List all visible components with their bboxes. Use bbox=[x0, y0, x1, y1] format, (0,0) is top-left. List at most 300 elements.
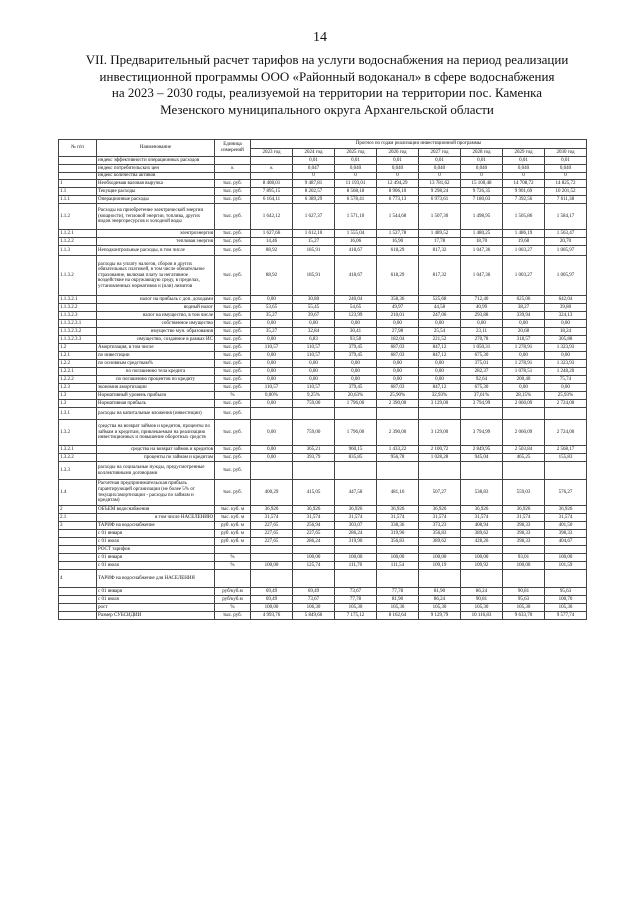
row-value: 7 895,15 bbox=[251, 188, 293, 196]
table-row bbox=[59, 538, 587, 546]
row-value: 155,83 bbox=[545, 454, 587, 462]
row-value: 847,12 bbox=[419, 352, 461, 360]
row-value bbox=[419, 546, 461, 554]
table-row bbox=[59, 400, 587, 408]
row-unit: к bbox=[215, 165, 251, 173]
row-value: 2 390,00 bbox=[377, 400, 419, 408]
row-value: 0,00 bbox=[251, 400, 293, 408]
row-unit bbox=[215, 157, 251, 165]
row-name: расходы на социальные нужды, предусмотренные коллективными договорами bbox=[97, 462, 215, 480]
row-value: 110,57 bbox=[293, 352, 335, 360]
row-name: ОБЪЕМ водоснабжения bbox=[97, 506, 215, 514]
row-value: 0,00 bbox=[251, 352, 293, 360]
row-value: 14,46 bbox=[251, 238, 293, 246]
row-value: 31,574 bbox=[419, 514, 461, 522]
row-value: 20,63% bbox=[335, 392, 377, 400]
row-value bbox=[293, 408, 335, 420]
row-value bbox=[377, 570, 419, 588]
row-value: 0,01 bbox=[293, 157, 335, 165]
row-unit: тыс. руб. bbox=[215, 204, 251, 230]
row-value: 93,58 bbox=[335, 336, 377, 344]
row-value: 36,926 bbox=[377, 506, 419, 514]
row-value: 54,65 bbox=[335, 304, 377, 312]
row-value: 2 849,95 bbox=[461, 446, 503, 454]
row-value: 379,45 bbox=[335, 344, 377, 352]
row-value: 398,33 bbox=[545, 530, 587, 538]
row-value: 1 003,27 bbox=[503, 256, 545, 296]
row-value: 90,81 bbox=[503, 588, 545, 596]
row-value: 507,27 bbox=[419, 480, 461, 506]
row-value: 36,926 bbox=[503, 506, 545, 514]
row-name: Текущие расходы bbox=[97, 188, 215, 196]
row-value: 379,45 bbox=[335, 352, 377, 360]
row-name: по основным средствам% bbox=[97, 360, 215, 368]
row-value: 256,94 bbox=[293, 522, 335, 530]
row-value: 0,00 bbox=[293, 360, 335, 368]
table-row bbox=[59, 238, 587, 246]
row-value: 0,00 bbox=[293, 368, 335, 376]
row-value: 3 794,99 bbox=[461, 420, 503, 446]
row-unit: тыс. руб. bbox=[215, 420, 251, 446]
row-name: имущество мун. образования bbox=[97, 328, 215, 336]
row-value: 0,00 bbox=[251, 376, 293, 384]
row-value: 0,00% bbox=[251, 392, 293, 400]
row-value: 77,78 bbox=[377, 588, 419, 596]
row-value: 0,00 bbox=[251, 446, 293, 454]
row-value: 293,88 bbox=[461, 312, 503, 320]
row-value: 100,00 bbox=[251, 562, 293, 570]
table-row bbox=[59, 180, 587, 188]
row-unit: тыс. руб. bbox=[215, 360, 251, 368]
row-value: 675,30 bbox=[461, 384, 503, 392]
row-value: 324,13 bbox=[545, 312, 587, 320]
row-value: 3 794,99 bbox=[461, 400, 503, 408]
row-value: 105,30 bbox=[545, 604, 587, 612]
row-value: 0,01 bbox=[419, 157, 461, 165]
table-row bbox=[59, 562, 587, 570]
row-number: 1.1.3.2 bbox=[59, 256, 97, 296]
row-value: 415,05 bbox=[293, 480, 335, 506]
row-value bbox=[503, 570, 545, 588]
row-value: 0,00 bbox=[335, 368, 377, 376]
row-value bbox=[503, 462, 545, 480]
row-value: 109,19 bbox=[419, 562, 461, 570]
row-number: 1.3.2.2 bbox=[59, 454, 97, 462]
row-value: 0,00 bbox=[293, 376, 335, 384]
row-value: 3 129,00 bbox=[419, 400, 461, 408]
row-value: 618,29 bbox=[377, 246, 419, 256]
row-value: 9 487,81 bbox=[293, 180, 335, 188]
page-number: 14 bbox=[313, 30, 327, 45]
row-value: 0,00 bbox=[419, 368, 461, 376]
table-row bbox=[59, 157, 587, 165]
row-value: 111,54 bbox=[377, 562, 419, 570]
row-value: 12 494,29 bbox=[377, 180, 419, 188]
row-number: 1.1.3.2.3 bbox=[59, 312, 97, 320]
table-row bbox=[59, 352, 587, 360]
row-value: 39,80 bbox=[545, 304, 587, 312]
row-value: 618,29 bbox=[377, 256, 419, 296]
table-row bbox=[59, 328, 587, 336]
row-value bbox=[293, 570, 335, 588]
row-value: 75,74 bbox=[545, 376, 587, 384]
row-value: 125,74 bbox=[293, 562, 335, 570]
row-value: 0 bbox=[335, 173, 377, 180]
row-value: 7 175,12 bbox=[335, 612, 377, 620]
row-value: 8 906,10 bbox=[377, 188, 419, 196]
row-number: 1.1.2.2 bbox=[59, 238, 97, 246]
row-value: 1 433,22 bbox=[377, 446, 419, 454]
row-value: 2 060,09 bbox=[503, 400, 545, 408]
row-number: 1.3 bbox=[59, 400, 97, 408]
row-value: 1 584,17 bbox=[545, 204, 587, 230]
row-value: 956,78 bbox=[377, 454, 419, 462]
row-unit: тыс. руб. bbox=[215, 376, 251, 384]
row-value: 37,61% bbox=[461, 392, 503, 400]
row-value: 100,00 bbox=[461, 554, 503, 562]
row-value: 0,01 bbox=[335, 157, 377, 165]
row-value: 30,80 bbox=[293, 296, 335, 304]
row-value: 481,16 bbox=[377, 480, 419, 506]
row-value: 182,04 bbox=[377, 336, 419, 344]
row-unit: руб. куб. м bbox=[215, 538, 251, 546]
row-unit: тыс. руб. bbox=[215, 368, 251, 376]
row-name: индекс количества активов bbox=[97, 173, 215, 180]
row-name: индекс эффективности операционных расходов bbox=[97, 157, 215, 165]
row-value: 465,25 bbox=[503, 454, 545, 462]
row-value: 418,67 bbox=[335, 256, 377, 296]
row-value: 1 047,36 bbox=[461, 256, 503, 296]
row-name: собственное имущество bbox=[97, 320, 215, 328]
row-value bbox=[377, 408, 419, 420]
row-number: 1.1 bbox=[59, 188, 97, 196]
row-value: 408,94 bbox=[461, 522, 503, 530]
row-value: 7 180,03 bbox=[461, 196, 503, 204]
row-unit: тыс. руб. bbox=[215, 480, 251, 506]
table-row bbox=[59, 454, 587, 462]
table-row bbox=[59, 230, 587, 238]
row-value: 69,49 bbox=[251, 596, 293, 604]
row-value: 1 627,37 bbox=[293, 204, 335, 230]
row-value: 0 bbox=[545, 173, 587, 180]
row-value: 2 503,84 bbox=[503, 446, 545, 454]
row-value: 817,32 bbox=[419, 246, 461, 256]
row-name: экономия амортизации bbox=[97, 384, 215, 392]
row-value bbox=[335, 546, 377, 554]
row-value: 393,79 bbox=[293, 454, 335, 462]
row-value: 398,33 bbox=[503, 530, 545, 538]
row-value: 39,67 bbox=[293, 312, 335, 320]
row-value: 0,00 bbox=[545, 352, 587, 360]
table-row bbox=[59, 596, 587, 604]
row-value: 0 bbox=[293, 173, 335, 180]
row-value: 835,85 bbox=[335, 454, 377, 462]
table-row bbox=[59, 256, 587, 296]
row-value: 0,040 bbox=[461, 165, 503, 173]
row-name: с 01 июля bbox=[97, 562, 215, 570]
row-number bbox=[59, 562, 97, 570]
title-line: VII. Предварительный расчет тарифов на услуги водоснабжения на период реализации bbox=[85, 52, 569, 67]
table-row bbox=[59, 446, 587, 454]
row-value: 2 568,17 bbox=[545, 446, 587, 454]
table-row bbox=[59, 336, 587, 344]
table-row bbox=[59, 420, 587, 446]
row-value bbox=[335, 408, 377, 420]
row-value: 32,93% bbox=[419, 392, 461, 400]
row-value: 10 201,52 bbox=[545, 188, 587, 196]
row-value: 36,926 bbox=[461, 506, 503, 514]
row-value: 6 973,61 bbox=[419, 196, 461, 204]
row-unit: тыс. руб. bbox=[215, 230, 251, 238]
row-value: 0,00 bbox=[377, 368, 419, 376]
row-unit: тыс. руб. bbox=[215, 320, 251, 328]
row-value: 88,92 bbox=[251, 246, 293, 256]
row-value: 1 005,97 bbox=[545, 246, 587, 256]
row-unit: тыс. руб. bbox=[215, 454, 251, 462]
row-value: 53,65 bbox=[251, 304, 293, 312]
row-value: 73,67 bbox=[293, 596, 335, 604]
row-name: Нормативная прибыль bbox=[97, 400, 215, 408]
row-number: 1.1.3.2.3.1 bbox=[59, 320, 97, 328]
row-value: 398,33 bbox=[503, 522, 545, 530]
table-row bbox=[59, 304, 587, 312]
row-name: средства на возврат займов и кредитов bbox=[97, 446, 215, 454]
table-row bbox=[59, 546, 587, 554]
row-value: 0,00 bbox=[335, 360, 377, 368]
row-value: 0,00 bbox=[251, 420, 293, 446]
row-name: Размер СУБСИДИИ bbox=[97, 612, 215, 620]
row-value: 759,00 bbox=[293, 400, 335, 408]
row-value: 185,91 bbox=[293, 256, 335, 296]
row-number bbox=[59, 165, 97, 173]
row-number: 1.3.2.1 bbox=[59, 446, 97, 454]
row-value: 1 505,86 bbox=[503, 204, 545, 230]
row-value: 270,78 bbox=[461, 336, 503, 344]
row-value bbox=[545, 462, 587, 480]
row-value bbox=[377, 546, 419, 554]
row-value bbox=[545, 408, 587, 420]
row-value: 1 563,47 bbox=[545, 230, 587, 238]
row-value: 0,01 bbox=[545, 157, 587, 165]
row-value: 687,03 bbox=[377, 344, 419, 352]
row-value: 2 060,09 bbox=[503, 420, 545, 446]
row-value: 319,90 bbox=[335, 538, 377, 546]
table-row bbox=[59, 384, 587, 392]
table-row bbox=[59, 344, 587, 352]
row-value: 40,99 bbox=[461, 304, 503, 312]
row-unit: тыс. руб. bbox=[215, 446, 251, 454]
row-name: налог на имущество, в том числе bbox=[97, 312, 215, 320]
row-value: 100,70 bbox=[545, 596, 587, 604]
table-row bbox=[59, 588, 587, 596]
row-value: 0,00 bbox=[419, 376, 461, 384]
row-value: 4 993,76 bbox=[251, 612, 293, 620]
row-number bbox=[59, 596, 97, 604]
row-value: 30,41 bbox=[335, 328, 377, 336]
table-row bbox=[59, 480, 587, 506]
row-value: 227,65 bbox=[251, 530, 293, 538]
table-row bbox=[59, 462, 587, 480]
table-row bbox=[59, 506, 587, 514]
row-value: 389,62 bbox=[419, 538, 461, 546]
row-name: тепловая энергия bbox=[97, 238, 215, 246]
row-value: 5 849,66 bbox=[293, 612, 335, 620]
row-value: 0,00 bbox=[545, 320, 587, 328]
row-unit: тыс. руб. bbox=[215, 188, 251, 196]
row-value: 105,30 bbox=[377, 604, 419, 612]
row-number: 1.1.3.2.2 bbox=[59, 304, 97, 312]
row-value: 7 392,56 bbox=[503, 196, 545, 204]
row-number: 1.4 bbox=[59, 480, 97, 506]
row-unit: % bbox=[215, 604, 251, 612]
row-unit bbox=[215, 570, 251, 588]
row-value bbox=[461, 546, 503, 554]
row-value: 1 527,78 bbox=[377, 230, 419, 238]
row-value: 90,81 bbox=[461, 596, 503, 604]
row-number: 1.1.2 bbox=[59, 204, 97, 230]
row-value bbox=[251, 570, 293, 588]
row-unit: тыс. руб. bbox=[215, 180, 251, 188]
row-value: 712,40 bbox=[461, 296, 503, 304]
table-row bbox=[59, 408, 587, 420]
table-row bbox=[59, 173, 587, 180]
row-value: 0,040 bbox=[335, 165, 377, 173]
table-row bbox=[59, 604, 587, 612]
row-value bbox=[335, 570, 377, 588]
table-row bbox=[59, 296, 587, 304]
row-value: 847,12 bbox=[419, 384, 461, 392]
row-value: 105,30 bbox=[503, 604, 545, 612]
row-value: 0,00 bbox=[545, 384, 587, 392]
row-value: 1 047,36 bbox=[461, 246, 503, 256]
row-value: 1 248,20 bbox=[545, 368, 587, 376]
row-value bbox=[461, 570, 503, 588]
row-value: 0,01 bbox=[503, 157, 545, 165]
row-value: 525,68 bbox=[419, 296, 461, 304]
row-value: 428,26 bbox=[461, 538, 503, 546]
row-value: 18,70 bbox=[461, 238, 503, 246]
row-value bbox=[251, 157, 293, 165]
row-value: 400,29 bbox=[251, 480, 293, 506]
row-unit bbox=[215, 546, 251, 554]
row-value: 36,926 bbox=[545, 506, 587, 514]
row-value: 8 568,18 bbox=[335, 188, 377, 196]
row-value: 339,94 bbox=[503, 312, 545, 320]
row-value: 1 498,95 bbox=[461, 204, 503, 230]
row-value: 110,57 bbox=[251, 384, 293, 392]
row-value: 559,03 bbox=[503, 480, 545, 506]
table-row bbox=[59, 320, 587, 328]
row-value: 100,00 bbox=[503, 562, 545, 570]
row-value: 9 577,74 bbox=[545, 612, 587, 620]
row-name: средства на возврат займов и кредитов, проценты по займам и кредитам, привлекаемым на реализацию инвестиционных и повышение оборотных средств bbox=[97, 420, 215, 446]
row-value: 31,574 bbox=[545, 514, 587, 522]
row-value: 77,78 bbox=[335, 596, 377, 604]
row-value: 1 796,00 bbox=[335, 400, 377, 408]
row-unit: руб/куб.м bbox=[215, 596, 251, 604]
row-unit: тыс. руб. bbox=[215, 296, 251, 304]
row-value: 3 129,00 bbox=[419, 420, 461, 446]
row-number bbox=[59, 604, 97, 612]
row-name: в том числе НАСЕЛЕНИЮ bbox=[97, 514, 215, 522]
row-name: ТАРИФ на водоснабжение bbox=[97, 522, 215, 530]
row-value: 16,06 bbox=[335, 238, 377, 246]
row-value: к bbox=[251, 165, 293, 173]
row-value: 1 555,04 bbox=[335, 230, 377, 238]
row-value: 105,30 bbox=[335, 604, 377, 612]
row-value: 305,88 bbox=[545, 336, 587, 344]
row-value: 318,57 bbox=[503, 336, 545, 344]
row-value: 945,04 bbox=[461, 454, 503, 462]
row-value: 0,047 bbox=[293, 165, 335, 173]
row-value: 38,27 bbox=[503, 304, 545, 312]
row-value: 81,90 bbox=[419, 588, 461, 596]
row-value: 9 901,69 bbox=[503, 188, 545, 196]
row-value: 319,90 bbox=[377, 530, 419, 538]
row-value: 81,90 bbox=[377, 596, 419, 604]
row-value: 847,12 bbox=[419, 344, 461, 352]
row-value: 86,24 bbox=[419, 596, 461, 604]
row-number bbox=[59, 173, 97, 180]
row-unit: тыс. руб. bbox=[215, 328, 251, 336]
table-row bbox=[59, 554, 587, 562]
row-number: 1.1.3.2.3.3 bbox=[59, 336, 97, 344]
row-unit: тыс. руб. bbox=[215, 408, 251, 420]
row-value: 0,00 bbox=[335, 376, 377, 384]
row-value: 358,36 bbox=[377, 296, 419, 304]
title-line: на 2023 – 2030 годы, реализуемой на территории на территории пос. Каменка bbox=[111, 85, 543, 101]
row-value bbox=[377, 462, 419, 480]
row-value: 8 162,64 bbox=[377, 612, 419, 620]
document-title bbox=[58, 52, 596, 118]
row-value: 1 796,00 bbox=[335, 420, 377, 446]
row-value: 418,67 bbox=[335, 246, 377, 256]
row-value: 95,63 bbox=[545, 588, 587, 596]
row-value: 105,30 bbox=[461, 604, 503, 612]
row-value: 9,25% bbox=[293, 392, 335, 400]
row-value: 25,54 bbox=[419, 328, 461, 336]
row-value: 11 193,01 bbox=[335, 180, 377, 188]
row-number bbox=[59, 530, 97, 538]
row-value: 286,24 bbox=[335, 530, 377, 538]
row-value: 17,78 bbox=[419, 238, 461, 246]
row-value: 227,65 bbox=[251, 538, 293, 546]
row-value: 100,00 bbox=[293, 554, 335, 562]
row-value: 6 773,13 bbox=[377, 196, 419, 204]
row-value: 0,00 bbox=[251, 296, 293, 304]
table-row bbox=[59, 514, 587, 522]
row-value: 1 627,66 bbox=[251, 230, 293, 238]
row-value: 373,23 bbox=[419, 522, 461, 530]
row-unit: тыс. руб. bbox=[215, 312, 251, 320]
row-number: 1.3.3 bbox=[59, 462, 97, 480]
row-value bbox=[545, 546, 587, 554]
row-value: 111,76 bbox=[335, 562, 377, 570]
row-unit: % bbox=[215, 562, 251, 570]
row-value: 16,90 bbox=[377, 238, 419, 246]
row-value bbox=[461, 462, 503, 480]
row-value bbox=[419, 408, 461, 420]
row-value: 0,00 bbox=[503, 320, 545, 328]
table-row bbox=[59, 368, 587, 376]
title-line: Мезенского муниципального округа Архангельской области bbox=[160, 101, 494, 117]
table-row bbox=[59, 312, 587, 320]
row-value bbox=[251, 554, 293, 562]
row-value: 6 164,11 bbox=[251, 196, 293, 204]
table-row bbox=[59, 246, 587, 256]
row-value: 0,00 bbox=[377, 320, 419, 328]
row-name: с 01 января bbox=[97, 588, 215, 596]
